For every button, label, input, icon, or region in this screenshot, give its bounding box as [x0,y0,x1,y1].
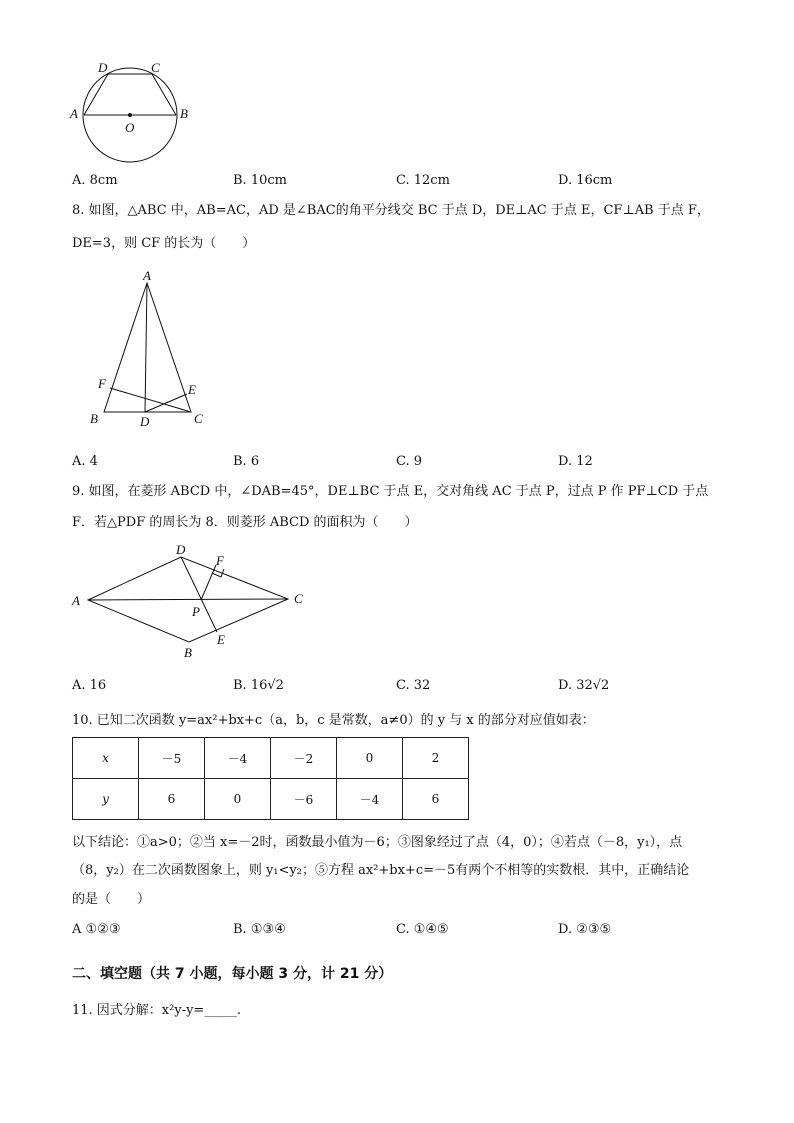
q9-option-d: D. 32√2 [558,678,610,693]
label-B: B [90,411,98,426]
q9-rhombus-figure [88,557,288,642]
q11-stem: 11. 因式分解：x²y-y=_____. [72,1003,241,1018]
table-cell: －4 [337,779,403,820]
q9-option-b: B. 16√2 [233,678,284,693]
table-cell: －4 [205,738,271,779]
label-P: P [192,604,200,619]
q10-option-b: B. ①③④ [233,922,286,937]
table-row [73,779,469,820]
label-D: D [176,542,186,557]
q8-option-a: A. 4 [72,454,98,469]
q8-stem-line2: DE=3，则 CF 的长为（ ） [72,236,256,251]
label-C: C [151,60,160,75]
q7-option-a: A. 8cm [72,173,118,188]
label-B: B [184,645,192,660]
label-B: B [180,106,188,121]
q9-option-a: A. 16 [72,678,107,693]
center-dot [128,113,132,117]
label-C: C [294,591,303,606]
q7-option-c: C. 12cm [396,173,450,188]
table-cell: 0 [337,738,403,779]
q7-option-d: D. 16cm [558,173,613,188]
q10-option-c: C. ①④⑤ [396,922,449,937]
q10-value-table [72,737,469,820]
q8-option-d: D. 12 [558,454,593,469]
q7-option-b: B. 10cm [233,173,287,188]
label-C: C [194,411,203,426]
q10-option-a: A ①②③ [72,922,121,937]
table-cell: 0 [205,779,271,820]
label-A: A [70,106,78,121]
q8-option-c: C. 9 [396,454,423,469]
label-A: A [72,593,80,608]
label-E: E [217,632,225,647]
q9-option-c: C. 32 [396,678,431,693]
label-F: F [98,376,106,391]
table-cell: －6 [271,779,337,820]
table-cell: 6 [139,779,205,820]
q8-option-b: B. 6 [233,454,260,469]
q8-triangle-figure [104,283,191,412]
q10-conclusions-line1: 以下结论：①a>0；②当 x=－2时，函数最小值为－6；③图象经过了点（4，0）；④若点（－8，y₁），点 [72,835,683,850]
section-heading: 二、填空题（共 7 小题，每小题 3 分，计 21 分） [72,966,393,982]
label-O: O [125,120,135,135]
q10-conclusions-line2: （8，y₂）在二次函数图象上，则 y₁<y₂；⑤方程 ax²+bx+c=－5有两个不相等的实数根．其中，正确结论 [72,863,690,878]
label-D: D [98,60,108,75]
table-cell: －2 [271,738,337,779]
label-D: D [140,414,150,429]
q10-option-d: D. ②③⑤ [558,922,612,937]
q9-stem-line1: 9. 如图，在菱形 ABCD 中，∠DAB=45°，DE⊥BC 于点 E，交对角线 AC 于点 P，过点 P 作 PF⊥CD 于点 [72,484,709,499]
table-cell: x [73,738,139,779]
table-row [73,738,469,779]
q8-stem-line1: 8. 如图，△ABC 中，AB=AC，AD 是∠BAC的角平分线交 BC 于点 D，DE⊥AC 于点 E，CF⊥AB 于点 F， [72,203,710,218]
q9-stem-line2: F．若△PDF 的周长为 8．则菱形 ABCD 的面积为（ ） [72,515,418,530]
table-cell: y [73,779,139,820]
q10-conclusions-line3: 的是（ ） [72,892,151,907]
label-A: A [143,268,151,283]
table-cell: －5 [139,738,205,779]
label-F: F [216,553,224,568]
table-cell: 6 [403,779,469,820]
label-E: E [188,382,196,397]
q10-stem: 10. 已知二次函数 y=ax²+bx+c（a，b，c 是常数，a≠0）的 y 与 x 的部分对应值如表： [72,713,595,728]
table-cell: 2 [403,738,469,779]
